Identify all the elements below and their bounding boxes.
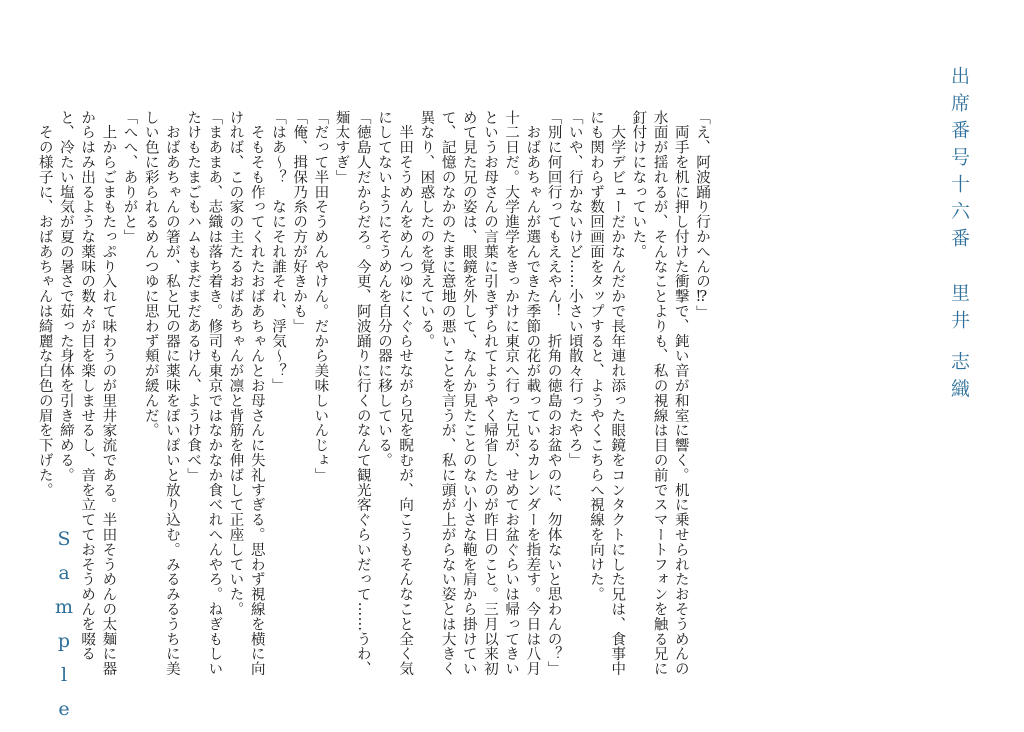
- sample-watermark: Sample: [53, 528, 75, 732]
- author-name: 里井 志織: [948, 283, 970, 406]
- story-title: 出席番号十六番: [948, 66, 970, 255]
- document-header: [949, 66, 968, 405]
- body-text: 「え、阿波踊り行かへんの⁉」 両手を机に押し付けた衝撃で、鈍い音が和室に響く。机に乗せられたおそうめんの水面が揺れるが、そんなことよりも、私の視線は目の前でスマートフォンを触る兄に釘付けになっていた。 大学デビューだかなんだかで長年連れ添った眼鏡をコンタクトにした兄は、食事中にも関わらず数回画面をタップすると、ようやくこちらへ視線を向けた。 「いや、行かないけど……小さい頃散々行ったやろ」 「別に何回行ってもええやん！ 折角の徳島のお盆やのに、勿体ないと思わんの？」 おばあちゃんが選んできた季節の花が載っているカレンダーを指差す。今日は八月十二日だ。大学進学をきっかけに東京へ行った兄が、せめてお盆ぐらいは帰ってきいというお母さんの言葉に引きずられてようやく帰省したのが昨日のこと。三月以来初めて見た兄の姿は、眼鏡を外して、なんか見たことのない小さな鞄を肩から掛けていて、記憶のなかのたまに意地の悪いことを言うが、私に頭が上がらない姿とは大きく異なり、困惑したのを覚えている。 半田そうめんをめんつゆにくぐらせながら兄を睨むが、向こうもそんなこと全く気にしてないようにそうめんを自分の器に移している。 「徳島人だからだろ。今更、阿波踊りに行くのなんて観光客ぐらいだって……うわ、麺太すぎ」 「だって半田そうめんやけん。だから美味しいんじょ」 「俺、揖保乃糸の方が好きかも」 「はあ～？ なにそれ誰それ、浮気～？」 そもそも作ってくれたおばあちゃんとお母さんに失礼すぎる。思わず視線を横に向ければ、この家の主たるおばあちゃんが凛と背筋を伸ばして正座していた。 「まあまあ、志織は落ち着き。修司も東京ではなかなか食べれへんやろ。ねぎもしいたけもたまごもハムもまだまだあるけん、ようけ食べ」 おばあちゃんの箸が、私と兄の器に薬味をぽいぽいと放り込む。みるみるうちに美しい色に彩られるめんつゆに思わず頬が緩んだ。 「へへ、ありがと」 上からごまもたっぷり入れて味わうのが里井家流である。半田そうめんの太麺に器からはみ出るような薬味の数々が目を楽しませるし、音を立てておそうめんを啜ると、冷たい塩気が夏の暑さで茹った身体を引き締める。 その様子に、おばあちゃんは綺麗な白色の眉を下げた。: [36, 110, 710, 677]
